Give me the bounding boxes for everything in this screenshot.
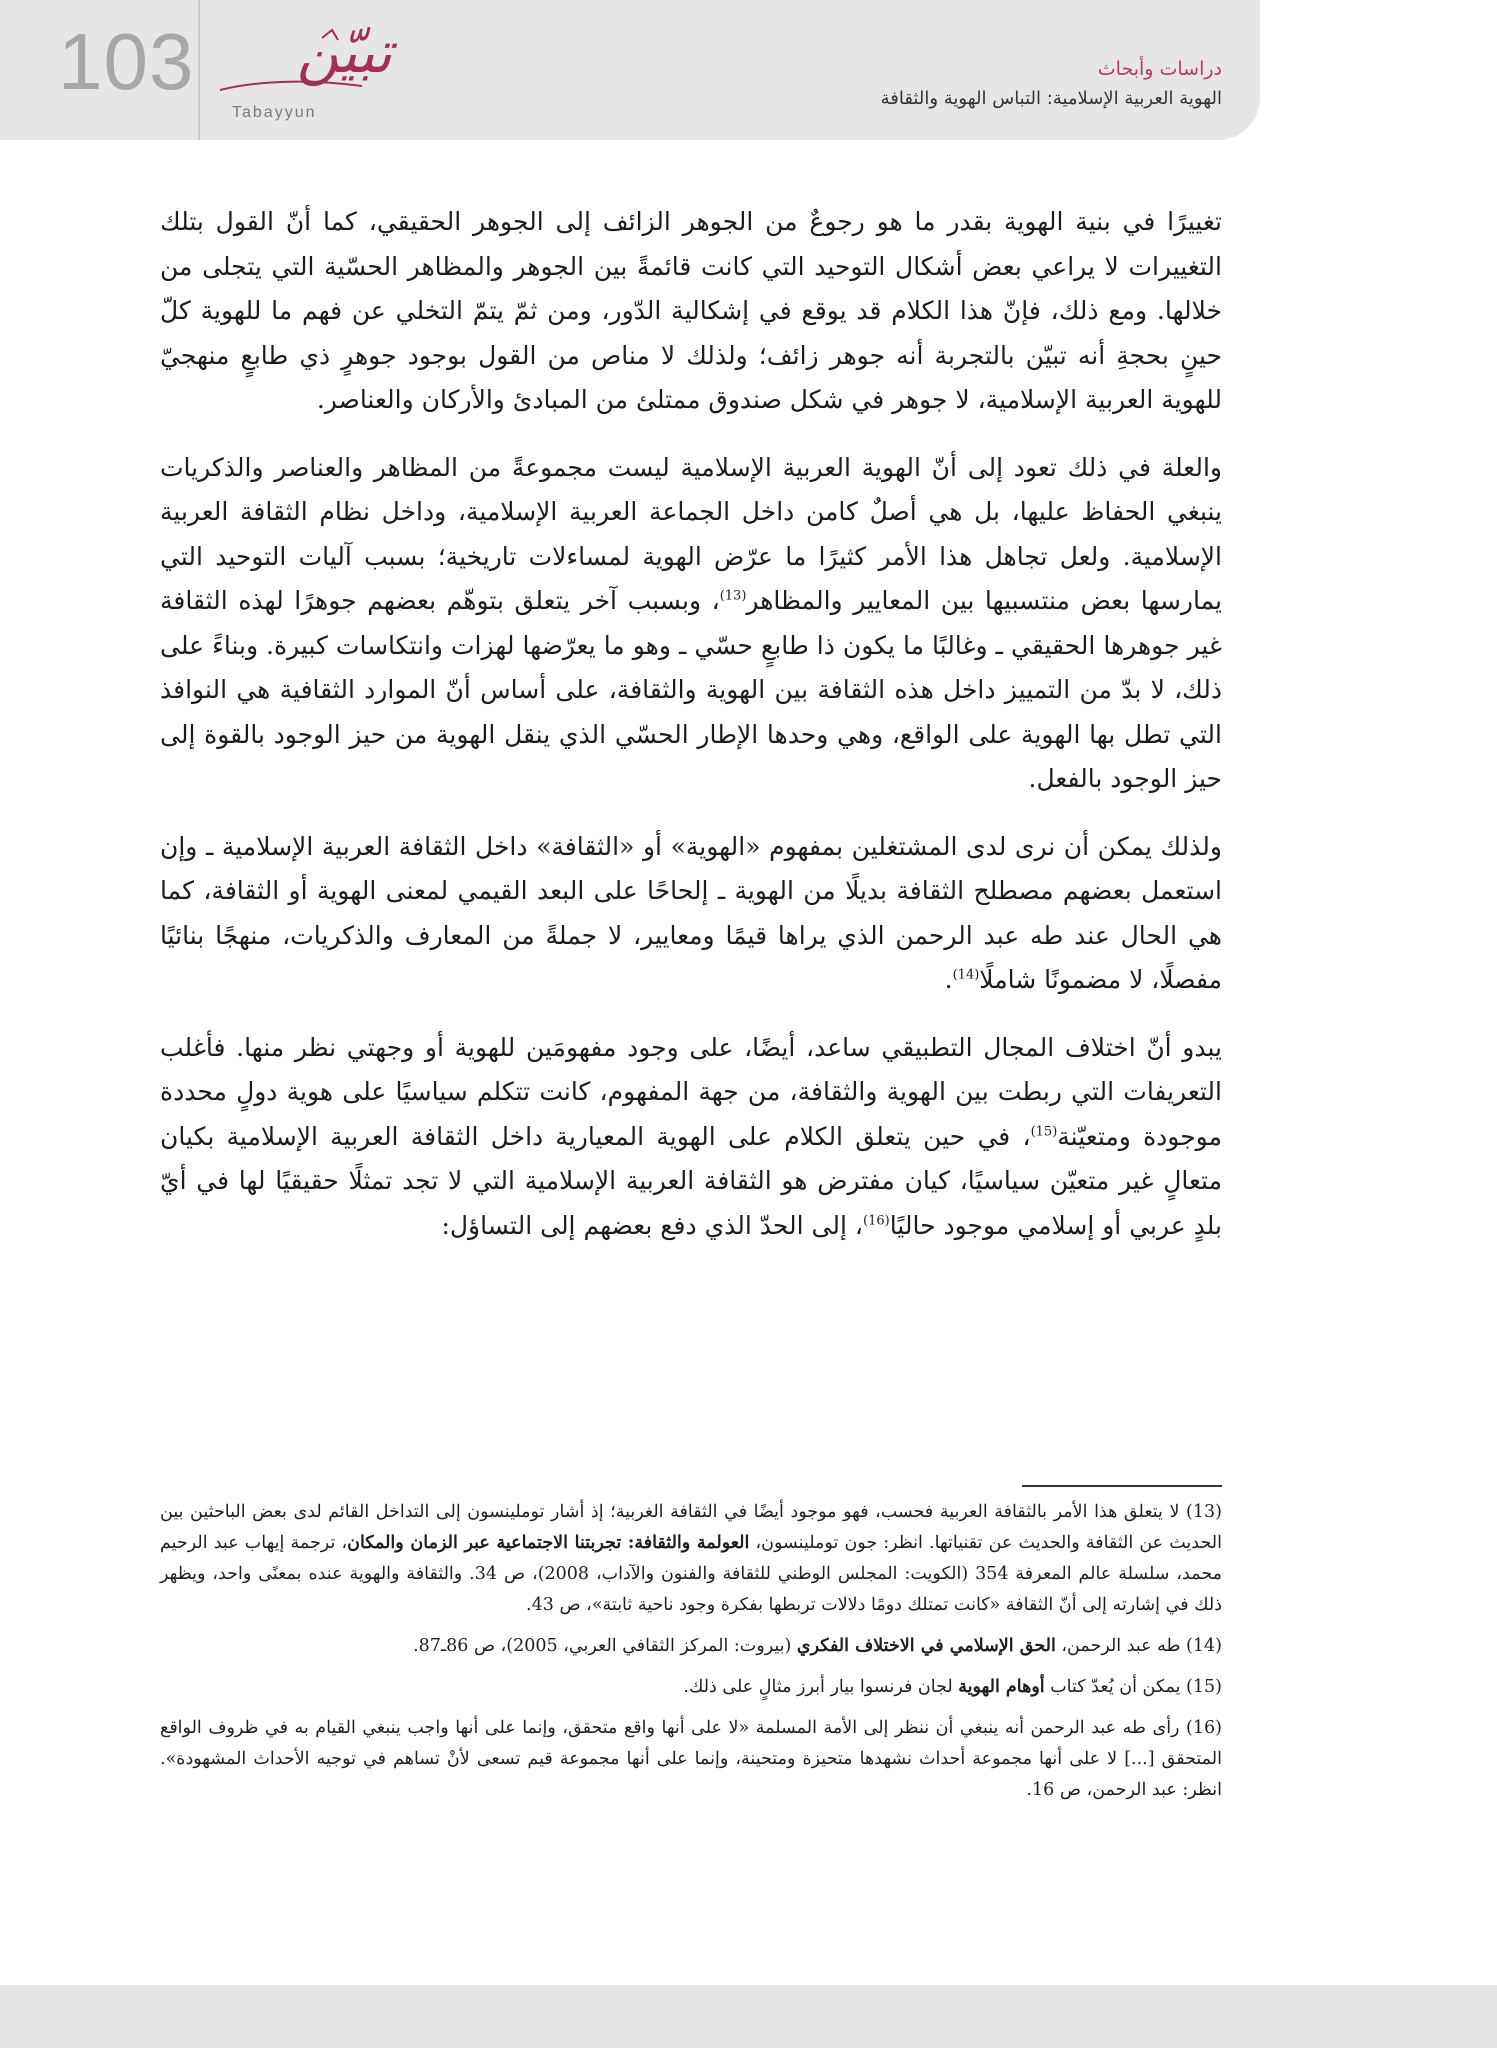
- footnote-16: [160, 1713, 1222, 1806]
- running-title: الهوية العربية الإسلامية: التباس الهوية والثقافة: [880, 88, 1222, 109]
- footnote-book-title: العولمة والثقافة: تجربتنا الاجتماعية عبر الزمان والمكان: [347, 1533, 750, 1553]
- footnote-text: (13) لا يتعلق هذا الأمر بالثقافة العربية فحسب، فهو موجود أيضًا في الثقافة الغربية؛ إذ أشار توملينسون إلى التداخل القائم لدى بعض الباحثين بين الحديث عن الثقافة والحديث عن تقنياتها. انظر: جون توملينسون،: [160, 1502, 1222, 1553]
- paragraph-text: ولذلك يمكن أن نرى لدى المشتغلين بمفهوم «الهوية» أو «الثقافة» داخل الثقافة العربية الإسلامية ـ وإن استعمل بعضهم مصطلح الثقافة بديلًا من الهوية ـ إلحاحًا على البعد القيمي لمعنى الهوية أو الثقافة، كما هي الحال عند طه عبد الرحمن الذي يراها قيمًا ومعايير، لا جملةً من المعارف والذكريات، منهجًا بنائيًا مفصلًا، لا مضمونًا شاملًا: [160, 831, 1222, 994]
- paragraph-3: [160, 825, 1222, 1003]
- paragraph-text: يبدو أنّ اختلاف المجال التطبيقي ساعد، أيضًا، على وجود مفهومَين للهوية أو وجهتي نظر منها. فأغلب التعريفات التي ربطت بين الهوية والثقافة، من جهة المفهوم، كانت تتكلم سياسيًا على هوية دولٍ محددة موجودة ومتعيّنة: [160, 1032, 1222, 1151]
- header-divider: [198, 0, 200, 140]
- footnote-text: ، ترجمة إيهاب عبد الرحيم محمد، سلسلة عالم المعرفة 354 (الكويت: المجلس الوطني للثقافة والفنون والآداب، 2008)، ص 34. والثقافة والهوية عنده بمعنًى واحد، ويظهر ذلك في إشارته إلى أنّ الثقافة «كانت تمتلك دومًا دلالات تربطها بفكرة وجود ناحية ثابتة»، ص 43.: [160, 1533, 1222, 1615]
- footnote-book-title: الحق الإسلامي في الاختلاف الفكري: [796, 1636, 1056, 1656]
- paragraph-text: والعلة في ذلك تعود إلى أنّ الهوية العربية الإسلامية ليست مجموعةً من المظاهر والعناصر والذكريات ينبغي الحفاظ عليها، بل هي أصلٌ كامن داخل الجماعة العربية الإسلامية، وداخل نظام الثقافة العربية الإسلامية. ولعل تجاهل هذا الأمر كثيرًا ما عرّض الهوية لمساءلات تاريخية؛ بسبب آليات التوحيد التي يمارسها بعض منتسبيها بين المعايير والمظاهر: [160, 452, 1222, 615]
- footnote-text: (14) طه عبد الرحمن،: [1055, 1636, 1222, 1656]
- footnote-text: (16) رأى طه عبد الرحمن أنه ينبغي أن ننظر إلى الأمة المسلمة «لا على أنها واقع متحقق، وإنما على أنها واجب ينبغي القيام به في ظروف الواقع المتحقق [...] لا على أنها مجموعة أحداث نشهدها متحيزة ومتحينة، وإنما على أنها مجموعة قيم تسعى لأنْ تساهم في توجيه الأحداث المشهودة». انظر: عبد الرحمن، ص 16.: [160, 1718, 1222, 1800]
- logo-latin: Tabayyun: [232, 104, 317, 121]
- paragraph-4: [160, 1026, 1222, 1249]
- footnote-14: [160, 1631, 1222, 1662]
- footnote-ref-15[interactable]: (15): [1030, 1124, 1058, 1140]
- footnote-15: [160, 1672, 1222, 1703]
- page-number: 103: [58, 17, 195, 106]
- footnote-text: (15) يمكن أن يُعدّ كتاب: [1044, 1677, 1222, 1697]
- footnote-ref-13[interactable]: (13): [719, 588, 747, 604]
- footnote-book-title: أوهام الهوية: [958, 1677, 1045, 1697]
- paragraph-2: [160, 446, 1222, 802]
- article-body: [160, 200, 1222, 1271]
- footnote-text: لجان فرنسوا بيار أبرز مثالٍ على ذلك.: [683, 1677, 959, 1697]
- footnotes: [160, 1497, 1222, 1816]
- section-label: دراسات وأبحاث: [1097, 58, 1222, 80]
- journal-logo: [212, 18, 402, 128]
- paragraph-text: .: [944, 965, 953, 994]
- footnote-13: [160, 1497, 1222, 1621]
- paragraph-text: تغييرًا في بنية الهوية بقدر ما هو رجوعٌ من الجوهر الزائف إلى الجوهر الحقيقي، كما أنّ القول بتلك التغييرات لا يراعي بعض أشكال التوحيد التي كانت قائمةً بين الجوهر والمظاهر الحسّية التي يتجلى من خلالها. ومع ذلك، فإنّ هذا الكلام قد يوقع في إشكالية الدّور، ومن ثمّ يتمّ التخلي عن فهم ما للهوية كلّ حينٍ بحجةِ أنه تبيّن بالتجربة أنه جوهر زائف؛ ولذلك لا مناص من القول بوجود جوهرٍ ذي طابعٍ منهجيّ للهوية العربية الإسلامية، لا جوهر في شكل صندوق ممتلئ من المبادئ والأركان والعناصر.: [160, 207, 1222, 414]
- paragraph-text: ، وبسبب آخر يتعلق بتوهّم بعضهم جوهرًا لهذه الثقافة غير جوهرها الحقيقي ـ وغالبًا ما يكون ذا طابعٍ حسّي ـ وهو ما يعرّضها لهزات وانتكاسات كبيرة. وبناءً على ذلك، لا بدّ من التمييز داخل هذه الثقافة بين الهوية والثقافة، على أساس أنّ الموارد الثقافية هي النوافذ التي تطل بها الهوية على الواقع، وهي وحدها الإطار الحسّي الذي ينقل الهوية من حيز الوجود بالقوة إلى حيز الوجود بالفعل.: [160, 586, 1222, 793]
- bottom-band: [0, 1985, 1497, 2048]
- logo-arabic: تبيّن: [296, 18, 392, 86]
- footnote-ref-14[interactable]: (14): [952, 967, 980, 983]
- footnote-text: (بيروت: المركز الثقافي العربي، 2005)، ص 86ـ87.: [413, 1636, 797, 1656]
- paragraph-text: ، إلى الحدّ الذي دفع بعضهم إلى التساؤل:: [441, 1210, 863, 1240]
- footnote-ref-16[interactable]: (16): [862, 1213, 890, 1229]
- footnote-divider: [1022, 1485, 1222, 1487]
- paragraph-1: [160, 200, 1222, 423]
- paragraph-text: ، في حين يتعلق الكلام على الهوية المعيارية داخل الثقافة العربية الإسلامية بكيان متعالٍ غير متعيّن سياسيًا، كيان مفترض هو الثقافة العربية الإسلامية التي لا تجد تمثلًا حقيقيًا لها في أيّ بلدٍ عربي أو إسلامي موجود حاليًا: [160, 1121, 1222, 1240]
